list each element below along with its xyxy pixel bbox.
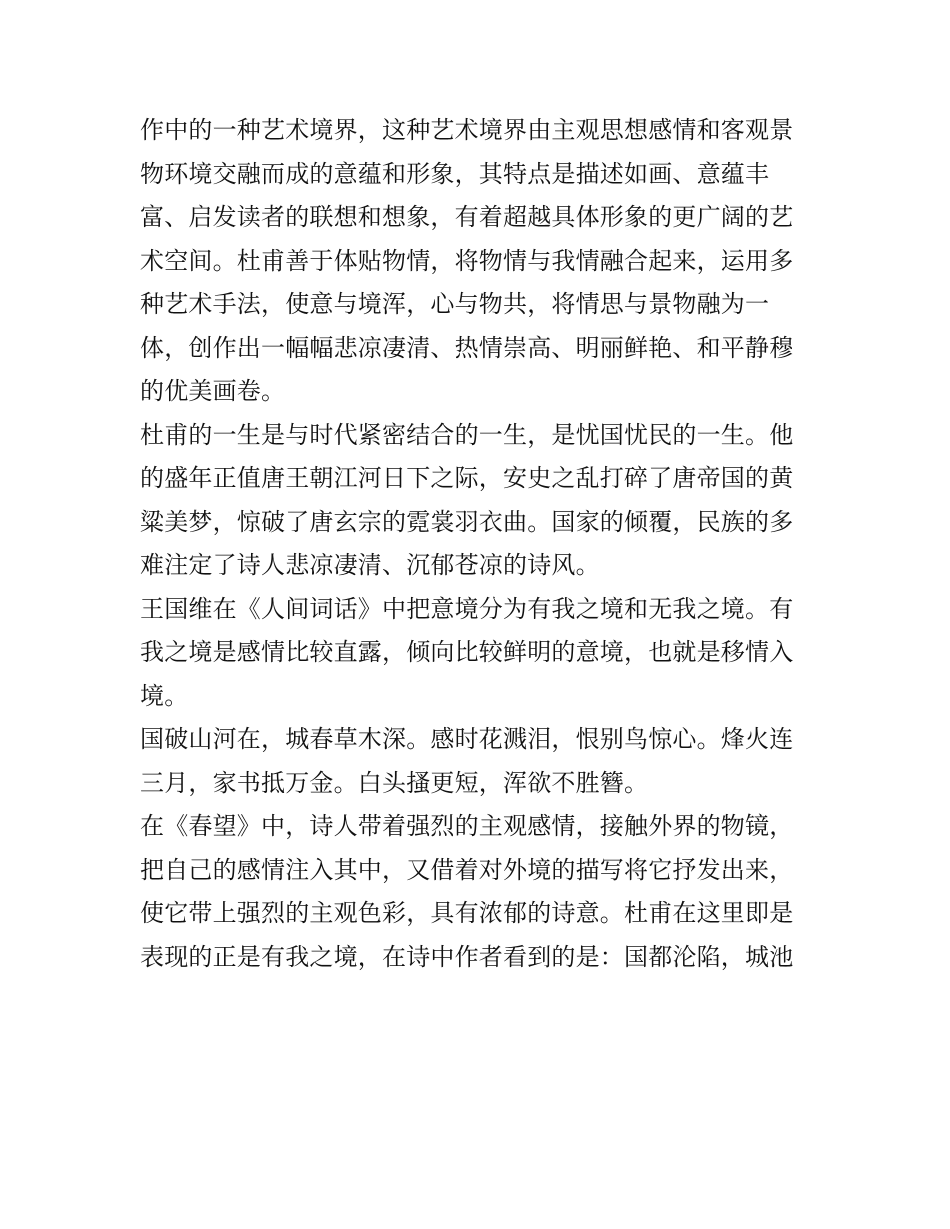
text-line: 种艺术手法，使意与境浑，心与物共，将情思与景物融为一 (140, 290, 770, 318)
text-line: 在《春望》中，诗人带着强烈的主观感情，接触外界的物镜， (140, 812, 794, 840)
text-line: 我之境是感情比较直露，倾向比较鲜明的意境，也就是移情入 (140, 638, 794, 666)
text-line: 难注定了诗人悲凉凄清、沉郁苍凉的诗风。 (140, 551, 600, 579)
text-line: 境。 (140, 681, 189, 710)
text-line: 把自己的感情注入其中，又借着对外境的描写将它抒发出来， (140, 855, 794, 884)
text-line: 物环境交融而成的意蕴和形象，其特点是描述如画、意蕴丰 (140, 159, 770, 188)
text-line: 表现的正是有我之境，在诗中作者看到的是：国都沦陷，城池 (140, 942, 794, 971)
body-text (140, 109, 812, 979)
text-line: 的盛年正值唐王朝江河日下之际，安史之乱打碎了唐帝国的黄 (140, 464, 794, 492)
text-line: 杜甫的一生是与时代紧密结合的一生，是忧国忧民的一生。他 (140, 420, 794, 449)
text-line: 体，创作出一幅幅悲凉凄清、热情崇高、明丽鲜艳、和平静穆 (140, 333, 794, 362)
text-line: 国破山河在，城春草木深。感时花溅泪，恨别鸟惊心。烽火连 (140, 725, 794, 753)
text-line: 作中的一种艺术境界，这种艺术境界由主观思想感情和客观景 (140, 116, 794, 144)
text-line: 王国维在《人间词话》中把意境分为有我之境和无我之境。有 (140, 594, 794, 623)
text-line: 使它带上强烈的主观色彩，具有浓郁的诗意。杜甫在这里即是 (140, 899, 794, 927)
text-line: 的优美画卷。 (140, 377, 286, 405)
text-line: 三月，家书抵万金。白头搔更短，浑欲不胜簪。 (140, 768, 649, 797)
text-line: 富、启发读者的联想和想象，有着超越具体形象的更广阔的艺 (140, 203, 794, 231)
text-line: 粱美梦，惊破了唐玄宗的霓裳羽衣曲。国家的倾覆，民族的多 (140, 507, 794, 536)
text-line: 术空间。杜甫善于体贴物情，将物情与我情融合起来，运用多 (140, 246, 794, 275)
